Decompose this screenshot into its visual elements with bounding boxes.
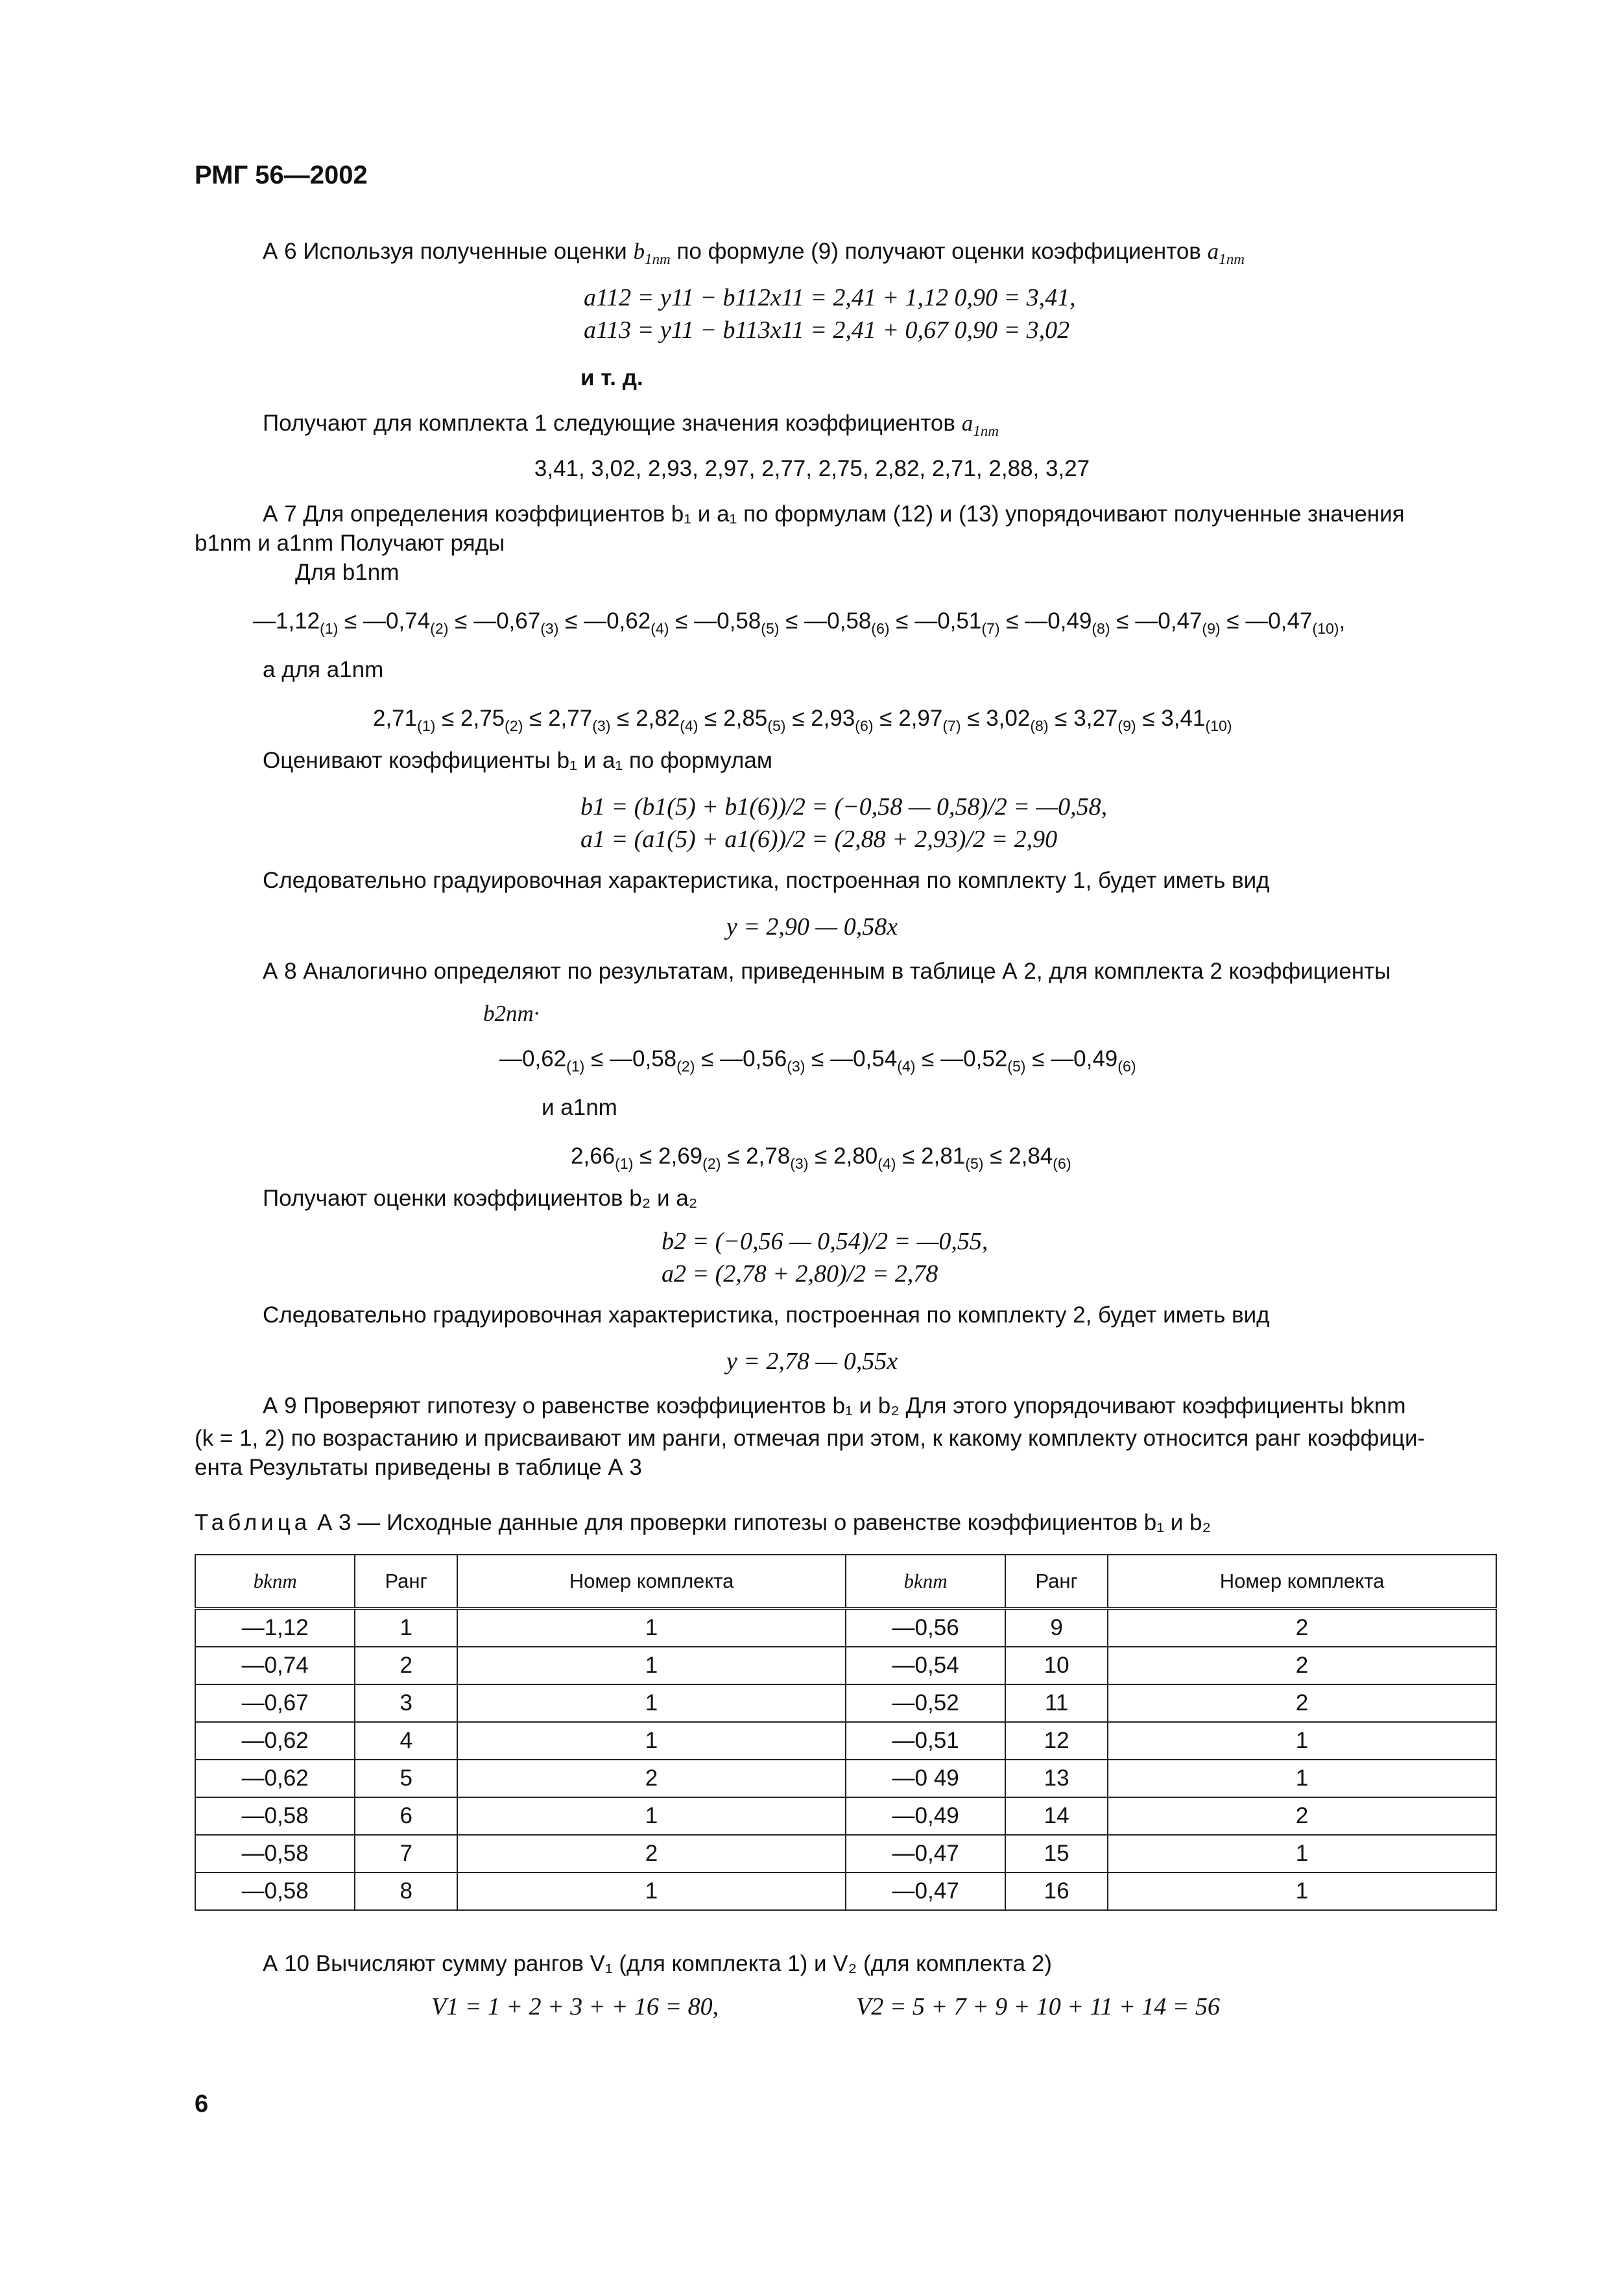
table-cell: 13 <box>1005 1760 1108 1797</box>
series-value: —0,62 <box>584 608 651 634</box>
series-value: —0,58 <box>804 608 872 634</box>
table-cell: 12 <box>1005 1722 1108 1760</box>
series-value: —0,47 <box>1135 608 1202 634</box>
a8-series-b <box>499 1046 1136 1075</box>
a7-series-b: $—1,12_{(1)}$ ≤ $—0,74_{(2)}$ ≤ $—0,67_{(3)}$ ≤ $—0,62_{(4)}$ ≤ $—0,58_{(5)}$ ≤ $—0,58_{(6)}$ ≤ $—0,51_{(7)}$ ≤ $—0,49_{(8)}$ ≤ $—0,47_{(9)}$ ≤ $—0,47_{(10)}$, <box>253 608 1346 638</box>
table-cell: 2 <box>1108 1647 1496 1684</box>
less-equal-sign: ≤ <box>999 608 1025 634</box>
series-rank: (1) <box>417 717 436 735</box>
series-rank: (4) <box>878 1155 896 1173</box>
a7-eq-a1: a1 = (a1(5) + a1(6))/2 = (2,88 + 2,93)/2 = 2,90 <box>580 826 1058 853</box>
a9-line-3: ента Результаты приведены в таблице А 3 <box>195 1455 642 1480</box>
a8-line-2: b2nm· <box>483 1001 540 1026</box>
series-rank: (10) <box>1205 717 1232 735</box>
series-value: 2,97 <box>898 706 943 731</box>
series-rank: (3) <box>787 1058 806 1075</box>
a7-series-a <box>373 706 1232 735</box>
series-value: 2,85 <box>723 706 768 731</box>
series-value: 2,77 <box>548 706 593 731</box>
table-cell: 15 <box>1005 1835 1108 1872</box>
series-value: —0,49 <box>1025 608 1092 634</box>
table-row <box>195 1722 1496 1760</box>
series-rank: (5) <box>767 717 786 735</box>
table-cell: 5 <box>355 1760 457 1797</box>
header-rank: Ранг <box>355 1555 457 1609</box>
a7-conclusion: Следовательно градуировочная характеристика, построенная по комплекту 1, будет иметь вид <box>263 868 1270 893</box>
less-equal-sign: ≤ <box>669 608 695 634</box>
series-value: —0,58 <box>694 608 761 634</box>
series-rank: (7) <box>942 717 961 735</box>
table-cell: 2 <box>1108 1797 1496 1835</box>
series-rank: (3) <box>540 620 559 638</box>
series-rank: (5) <box>965 1155 984 1173</box>
series-value: —0,74 <box>363 608 431 634</box>
a6-intro <box>263 239 1245 268</box>
series-rank: (1) <box>615 1155 634 1173</box>
less-equal-sign: ≤ <box>808 1143 834 1169</box>
a6-equation-2: a113 = y11 − b113x11 = 2,41 + 0,67 0,90 = 3,02 <box>584 317 1070 344</box>
table-cell: 3 <box>355 1684 457 1722</box>
less-equal-sign: ≤ <box>435 706 461 731</box>
a8-eq-a2: a2 = (2,78 + 2,80)/2 = 2,78 <box>662 1260 938 1287</box>
series-rank: (1) <box>320 620 339 638</box>
header-set-number: Номер комплекта <box>1108 1555 1496 1609</box>
table-caption: Таблица А 3 — Исходные данные для проверки гипотезы о равенстве коэффициентов b₁ и b₂ <box>195 1510 1212 1535</box>
series-value: 2,80 <box>833 1143 878 1169</box>
table-cell: 6 <box>355 1797 457 1835</box>
table-cell: —0,47 <box>846 1872 1005 1910</box>
less-equal-sign: ≤ <box>1110 608 1136 634</box>
a7-for-a: а для a1nm <box>263 657 384 682</box>
less-equal-sign: ≤ <box>983 1143 1009 1169</box>
table-cell: 1 <box>1108 1872 1496 1910</box>
series-rank: (9) <box>1202 620 1221 638</box>
series-rank: (6) <box>855 717 874 735</box>
series-rank: (2) <box>702 1155 721 1173</box>
series-rank: (8) <box>1030 717 1049 735</box>
table-cell: 1 <box>1108 1835 1496 1872</box>
series-rank: (2) <box>676 1058 695 1075</box>
table-cell: 2 <box>457 1760 846 1797</box>
table-cell: 2 <box>1108 1684 1496 1722</box>
series-rank: (7) <box>981 620 1000 638</box>
table-cell: —0,62 <box>195 1760 355 1797</box>
table-cell: 2 <box>1108 1609 1496 1647</box>
table-cell: 1 <box>457 1647 846 1684</box>
table-cell: —0,54 <box>846 1647 1005 1684</box>
table-cell: 7 <box>355 1835 457 1872</box>
table-cell: 1 <box>457 1609 846 1647</box>
a8-estimate-text: Получают оценки коэффициентов b₂ и a₂ <box>263 1186 698 1211</box>
less-equal-sign: ≤ <box>1136 706 1162 731</box>
series-rank: (6) <box>871 620 890 638</box>
series-value: 2,71 <box>373 706 418 731</box>
a10-eq-v2: V2 = 5 + 7 + 9 + 10 + 11 + 14 = 56 <box>856 1993 1220 2020</box>
table-cell: —0,49 <box>846 1797 1005 1835</box>
series-rank: (4) <box>651 620 669 638</box>
a6-equation-1: a112 = y11 − b112x11 = 2,41 + 1,12 0,90 = 3,41, <box>584 284 1076 311</box>
series-rank: (9) <box>1117 717 1136 735</box>
series-value: 2,69 <box>658 1143 703 1169</box>
less-equal-sign: ≤ <box>779 608 805 634</box>
series-rank: (3) <box>790 1155 809 1173</box>
series-value: 3,41 <box>1161 706 1206 731</box>
series-value: 2,78 <box>746 1143 791 1169</box>
series-rank: (10) <box>1312 620 1339 638</box>
table-cell: —0 49 <box>846 1760 1005 1797</box>
less-equal-sign: ≤ <box>610 706 636 731</box>
a8-series-a <box>571 1143 1071 1173</box>
table-row <box>195 1609 1496 1647</box>
a7-for-b: Для b1nm <box>295 560 400 585</box>
page-number: 6 <box>195 2090 209 2118</box>
series-value: 2,84 <box>1009 1143 1053 1169</box>
table-row <box>195 1760 1496 1797</box>
table-cell: 2 <box>355 1647 457 1684</box>
a6-values: 3,41, 3,02, 2,93, 2,97, 2,77, 2,75, 2,82, 2,71, 2,88, 3,27 <box>534 456 1090 481</box>
less-equal-sign: ≤ <box>889 608 915 634</box>
a10-eq-v1: V1 = 1 + 2 + 3 + + 16 = 80, <box>431 1993 719 2020</box>
series-value: —1,12 <box>253 608 320 634</box>
table-cell: —0,62 <box>195 1722 355 1760</box>
table-cell: 1 <box>457 1797 846 1835</box>
less-equal-sign: ≤ <box>523 706 549 731</box>
table-cell: —0,58 <box>195 1797 355 1835</box>
series-value: —0,52 <box>940 1046 1008 1071</box>
table-cell: —0,47 <box>846 1835 1005 1872</box>
table-cell: —0,51 <box>846 1722 1005 1760</box>
a7-line-2: b1nm и a1nm Получают ряды <box>195 531 505 556</box>
table-cell: —0,58 <box>195 1872 355 1910</box>
table-row <box>195 1835 1496 1872</box>
a7-estimate-text: Оценивают коэффициенты b₁ и a₁ по формулам <box>263 748 772 773</box>
table-cell: —0,56 <box>846 1609 1005 1647</box>
table-cell: 2 <box>457 1835 846 1872</box>
table-cell: 10 <box>1005 1647 1108 1684</box>
table-header-row <box>195 1555 1496 1609</box>
table-cell: 1 <box>1108 1722 1496 1760</box>
series-value: —0,49 <box>1051 1046 1118 1071</box>
a7-final-equation: y = 2,90 — 0,58x <box>726 913 898 940</box>
a6-result-text: Получают для комплекта 1 следующие значения коэффициентов $a_{1nm}$ <box>263 411 999 440</box>
a9-line-1: А 9 Проверяют гипотезу о равенстве коэффициентов b₁ и b₂ Для этого упорядочивают коэффициенты bknm <box>263 1393 1406 1418</box>
series-value: —0,54 <box>830 1046 898 1071</box>
table-cell: 1 <box>457 1684 846 1722</box>
table-a3 <box>195 1554 1497 1911</box>
a6-intro-text-1: А 6 Используя полученные оценки <box>263 239 627 264</box>
series-rank: (4) <box>897 1058 916 1075</box>
less-equal-sign: ≤ <box>1048 706 1074 731</box>
less-equal-sign: ≤ <box>721 1143 746 1169</box>
series-value: —0,47 <box>1245 608 1313 634</box>
header-set-number: Номер комплекта <box>457 1555 846 1609</box>
a8-conclusion: Следовательно градуировочная характеристика, построенная по комплекту 2, будет иметь вид <box>263 1302 1270 1328</box>
document-header: РМГ 56—2002 <box>195 161 368 189</box>
less-equal-sign: ≤ <box>338 608 364 634</box>
b-symbol: $b_{1nm}$ <box>633 239 671 268</box>
series-value: 2,93 <box>811 706 855 731</box>
a10-line-1: А 10 Вычисляют сумму рангов V₁ (для комплекта 1) и V₂ (для комплекта 2) <box>263 1951 1052 1976</box>
table-cell: —0,67 <box>195 1684 355 1722</box>
series-rank: (6) <box>1053 1155 1071 1173</box>
table-row <box>195 1684 1496 1722</box>
a9-line-2: (k = 1, 2) по возрастанию и присваивают им ранги, отмечая при этом, к какому комплекту относится ранг коэффици- <box>195 1426 1426 1451</box>
less-equal-sign: ≤ <box>1025 1046 1051 1071</box>
less-equal-sign: ≤ <box>805 1046 831 1071</box>
header-bknm: bknm <box>846 1555 1005 1609</box>
table-cell: —0,52 <box>846 1684 1005 1722</box>
less-equal-sign: ≤ <box>785 706 811 731</box>
less-equal-sign: ≤ <box>915 1046 941 1071</box>
series-value: —0,58 <box>610 1046 677 1071</box>
a8-line-1: А 8 Аналогично определяют по результатам, приведенным в таблице А 2, для комплекта 2 коэффициенты <box>263 959 1391 984</box>
table-cell: 8 <box>355 1872 457 1910</box>
less-equal-sign: ≤ <box>698 706 724 731</box>
series-value: 2,66 <box>571 1143 615 1169</box>
series-rank: (6) <box>1117 1058 1136 1075</box>
table-cell: 1 <box>355 1609 457 1647</box>
table-cell: 1 <box>1108 1760 1496 1797</box>
less-equal-sign: ≤ <box>695 1046 721 1071</box>
table-cell: 11 <box>1005 1684 1108 1722</box>
a8-eq-b2: b2 = (−0,56 — 0,54)/2 = —0,55, <box>662 1228 988 1255</box>
table-cell: —0,58 <box>195 1835 355 1872</box>
table-cell: 1 <box>457 1872 846 1910</box>
a7-line-1: А 7 Для определения коэффициентов b₁ и a₁ по формулам (12) и (13) упорядочивают полученные значения <box>263 501 1405 527</box>
table-row <box>195 1647 1496 1684</box>
less-equal-sign: ≤ <box>873 706 899 731</box>
a8-final-equation: y = 2,78 — 0,55x <box>726 1348 898 1375</box>
a8-and-a: и a1nm <box>542 1095 617 1120</box>
table-cell: 9 <box>1005 1609 1108 1647</box>
table-cell: —0,74 <box>195 1647 355 1684</box>
series-value: 3,02 <box>986 706 1031 731</box>
series-rank: (3) <box>592 717 611 735</box>
series-rank: (1) <box>566 1058 585 1075</box>
series-rank: (2) <box>430 620 449 638</box>
less-equal-sign: ≤ <box>584 1046 610 1071</box>
a6-etc: и т. д. <box>580 365 643 390</box>
series-value: 3,27 <box>1073 706 1118 731</box>
a6-intro-text-2: по формуле (9) получают оценки коэффициентов <box>676 239 1201 264</box>
table-cell: 14 <box>1005 1797 1108 1835</box>
header-bknm: bknm <box>195 1555 355 1609</box>
less-equal-sign: ≤ <box>1220 608 1246 634</box>
series-value: 2,75 <box>460 706 505 731</box>
series-value: —0,51 <box>914 608 982 634</box>
series-rank: (4) <box>680 717 699 735</box>
less-equal-sign: ≤ <box>558 608 584 634</box>
series-rank: (8) <box>1092 620 1110 638</box>
series-rank: (2) <box>505 717 523 735</box>
a-symbol: $a_{1nm}$ <box>1207 239 1245 268</box>
table-row <box>195 1872 1496 1910</box>
table-cell: 4 <box>355 1722 457 1760</box>
series-value: 2,81 <box>921 1143 966 1169</box>
table-cell: 1 <box>457 1722 846 1760</box>
series-value: 2,82 <box>636 706 680 731</box>
less-equal-sign: ≤ <box>448 608 474 634</box>
series-value: —0,56 <box>720 1046 787 1071</box>
series-rank: (5) <box>1007 1058 1026 1075</box>
a7-eq-b1: b1 = (b1(5) + b1(6))/2 = (−0,58 — 0,58)/2 = —0,58, <box>580 793 1108 820</box>
less-equal-sign: ≤ <box>896 1143 922 1169</box>
table-cell: 16 <box>1005 1872 1108 1910</box>
series-value: —0,67 <box>473 608 541 634</box>
less-equal-sign: ≤ <box>961 706 986 731</box>
less-equal-sign: ≤ <box>633 1143 659 1169</box>
series-rank: (5) <box>761 620 780 638</box>
table-cell: —1,12 <box>195 1609 355 1647</box>
series-value: —0,62 <box>499 1046 567 1071</box>
header-rank: Ранг <box>1005 1555 1108 1609</box>
table-row <box>195 1797 1496 1835</box>
